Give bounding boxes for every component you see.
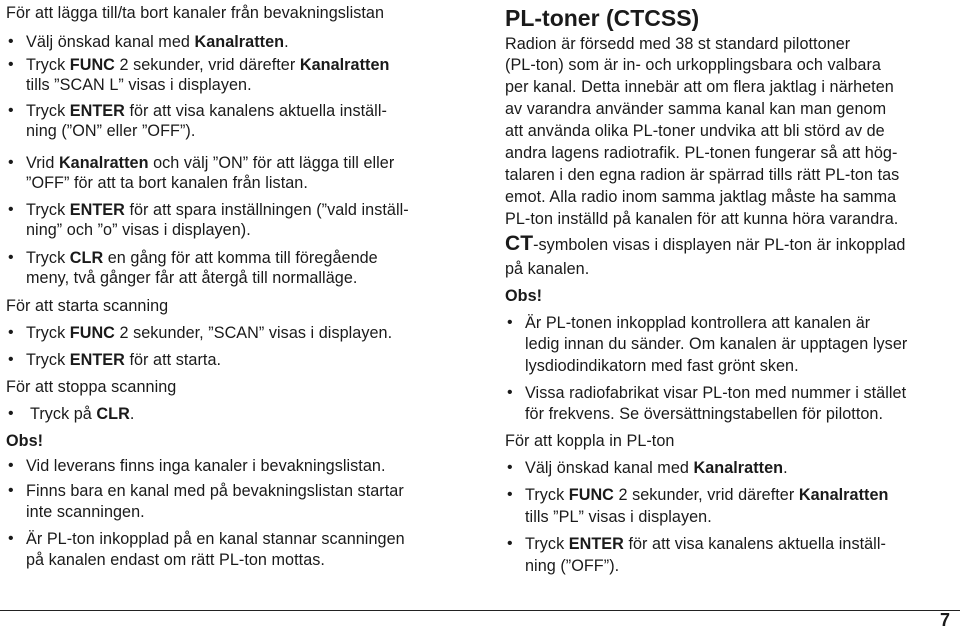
list-item-continuation: ning (”OFF”). <box>525 557 620 575</box>
bullet: • <box>507 384 513 401</box>
obs-heading: Obs! <box>505 287 543 305</box>
list-item-continuation: ”OFF” för att ta bort kanalen från listan. <box>26 174 308 192</box>
list-item: Tryck ENTER för att starta. <box>26 351 222 369</box>
bullet: • <box>507 459 513 476</box>
bullet: • <box>8 324 14 341</box>
list-item: Tryck ENTER för att spara inställningen (”vald inställ- <box>26 201 409 219</box>
section-heading-add-remove: För att lägga till/ta bort kanaler från bevakningslistan <box>6 4 385 22</box>
paragraph-line: (PL-ton) som är in- och urkopplingsbara och valbara <box>505 56 881 74</box>
paragraph-line: emot. Alla radio inom samma jaktlag måste ha samma <box>505 188 897 206</box>
bullet: • <box>8 154 14 171</box>
paragraph-line: på kanalen. <box>505 260 590 278</box>
bullet: • <box>8 201 14 218</box>
list-item-continuation: ning” och ”o” visas i displayen). <box>26 221 251 239</box>
list-item: Tryck FUNC 2 sekunder, vrid därefter Kanalratten <box>26 56 390 74</box>
list-item-continuation: meny, två gånger får att återgå till normalläge. <box>26 269 358 287</box>
bullet: • <box>8 457 14 474</box>
list-item-continuation: ledig innan du sänder. Om kanalen är upptagen lyser <box>525 335 908 353</box>
list-item: Är PL-ton inkopplad på en kanal stannar scanningen <box>26 530 405 548</box>
bullet: • <box>8 249 14 266</box>
paragraph-line: per kanal. Detta innebär att om flera jaktlag i närheten <box>505 78 894 96</box>
bullet: • <box>8 33 14 50</box>
section-heading-pl-on: För att koppla in PL-ton <box>505 432 675 450</box>
list-item: Vid leverans finns inga kanaler i bevakningslistan. <box>26 457 386 475</box>
list-item-continuation: tills ”PL” visas i displayen. <box>525 508 712 526</box>
ct-symbol-icon: CT <box>505 232 534 255</box>
list-item: Vissa radiofabrikat visar PL-ton med nummer i stället <box>525 384 907 402</box>
section-heading-start-scan: För att starta scanning <box>6 297 169 315</box>
list-item-continuation: för frekvens. Se översättningstabellen för pilotton. <box>525 405 884 423</box>
page-number: 7 <box>940 610 951 630</box>
list-item: Välj önskad kanal med Kanalratten. <box>525 459 788 477</box>
list-item-continuation: tills ”SCAN L” visas i displayen. <box>26 76 252 94</box>
bullet: • <box>8 530 14 547</box>
list-item: Tryck på CLR. <box>30 405 135 423</box>
obs-heading: Obs! <box>6 432 44 450</box>
list-item: Tryck CLR en gång för att komma till föregående <box>26 249 378 267</box>
bullet: • <box>8 405 14 422</box>
bullet: • <box>8 102 14 119</box>
list-item: Tryck FUNC 2 sekunder, vrid därefter Kanalratten <box>525 486 889 504</box>
list-item: Tryck FUNC 2 sekunder, ”SCAN” visas i displayen. <box>26 324 393 342</box>
list-item: Tryck ENTER för att visa kanalens aktuella inställ- <box>26 102 387 120</box>
footer-rule <box>0 610 960 611</box>
list-item: Tryck ENTER för att visa kanalens aktuella inställ- <box>525 535 886 553</box>
paragraph-line: PL-ton inställd på kanalen för att kunna höra varandra. <box>505 210 899 228</box>
paragraph-line: Radion är försedd med 38 st standard pilottoner <box>505 35 851 53</box>
ct-symbol-line: CT-symbolen visas i displayen när PL-ton är inkopplad <box>505 232 906 255</box>
paragraph-line: av varandra använder samma kanal kan man genom <box>505 100 887 118</box>
list-item-continuation: inte scanningen. <box>26 503 145 521</box>
list-item: Välj önskad kanal med Kanalratten. <box>26 33 289 51</box>
list-item: Är PL-tonen inkopplad kontrollera att kanalen är <box>525 314 871 332</box>
bullet: • <box>8 56 14 73</box>
list-item-continuation: på kanalen endast om rätt PL-ton mottas. <box>26 551 325 569</box>
bullet: • <box>507 486 513 503</box>
section-heading-stop-scan: För att stoppa scanning <box>6 378 177 396</box>
pl-toner-title: PL-toner (CTCSS) <box>505 5 700 31</box>
list-item-continuation: lysdiodindikatorn med fast grönt sken. <box>525 357 799 375</box>
bullet: • <box>507 314 513 331</box>
paragraph-line: att använda olika PL-toner undvika att bli störd av de <box>505 122 885 140</box>
bullet: • <box>8 482 14 499</box>
list-item: Finns bara en kanal med på bevakningslistan startar <box>26 482 404 500</box>
bullet: • <box>8 351 14 368</box>
list-item: Vrid Kanalratten och välj ”ON” för att lägga till eller <box>26 154 395 172</box>
paragraph-line: andra lagens radiotrafik. PL-tonen fungerar så att hög- <box>505 144 898 162</box>
list-item-continuation: ning (”ON” eller ”OFF”). <box>26 122 196 140</box>
bullet: • <box>507 535 513 552</box>
paragraph-line: talaren i den egna radion är spärrad tills rätt PL-ton tas <box>505 166 900 184</box>
